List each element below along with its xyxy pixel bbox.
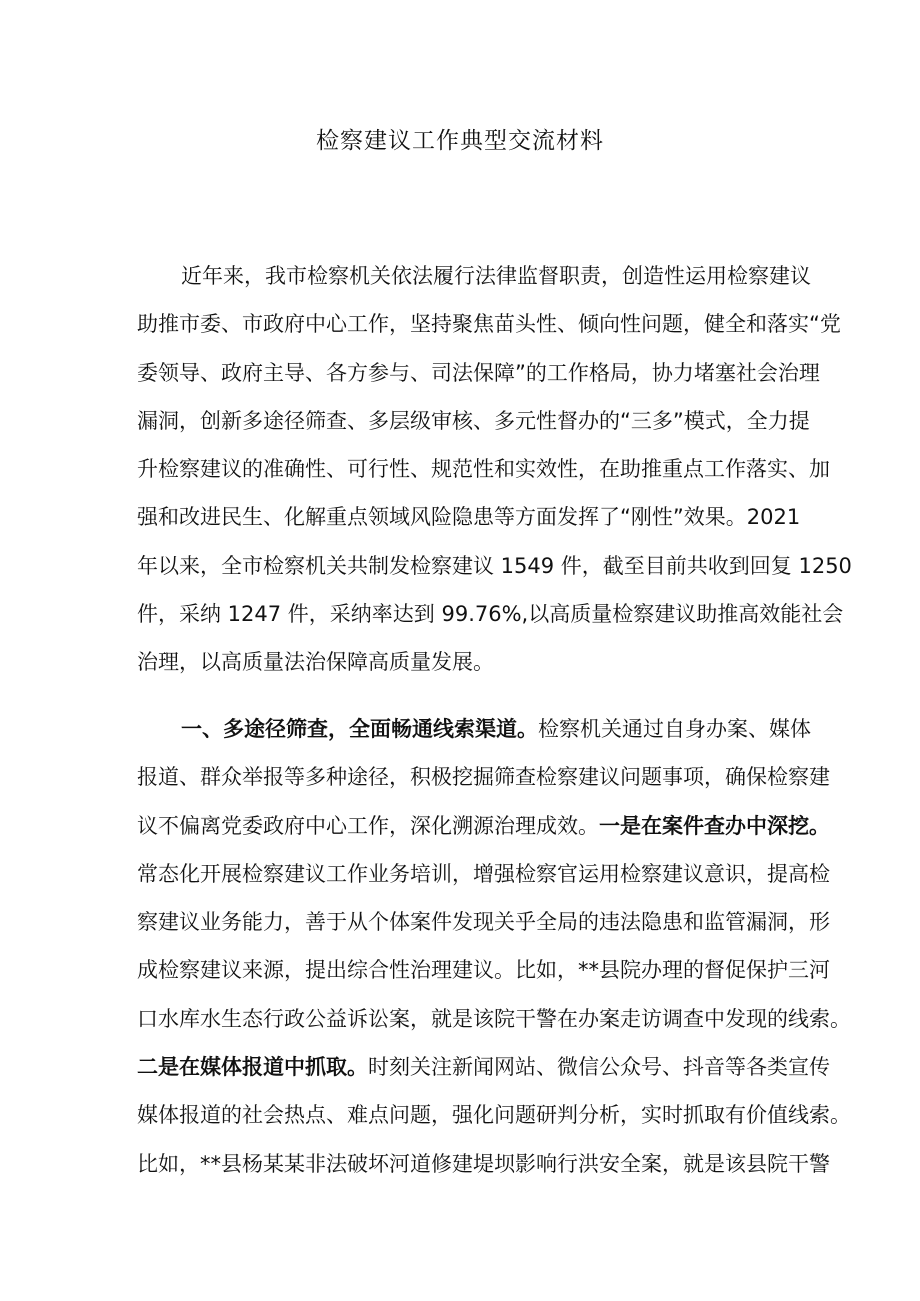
section-heading: 一、多途径筛查，全面畅通线索渠道。 [181,717,538,741]
text-line: 口水库水生态行政公益诉讼案，就是该院干警在办案走访调查中发现的线索。 [137,1006,851,1031]
text-line: 近年来，我市检察机关依法履行法律监督职责，创造性运用检察建议 [181,264,811,288]
text-run: 时刻关注新闻网站、微信公众号、抖音等各类宣传 [368,1055,830,1080]
text-line: 强和改进民生、化解重点领域风险隐患等方面发挥了“刚性”效果。2021 [137,505,801,530]
intro-paragraph [137,252,852,687]
text-line: 媒体报道的社会热点、难点问题，强化问题研判分析，实时抓取有价值线索。 [137,1103,851,1128]
text-line: 察建议业务能力，善于从个体案件发现关乎全局的违法隐患和监管漏洞，形 [137,910,830,935]
text-line: 升检察建议的准确性、可行性、规范性和实效性，在助推重点工作落实、加 [137,457,830,482]
text-line: 委领导、政府主导、各方参与、司法保障”的工作格局，协力堵塞社会治理 [137,360,820,385]
text-line: 漏洞，创新多途径筛查、多层级审核、多元性督办的“三多”模式，全力提 [137,408,810,433]
text-line [137,802,830,850]
text-line: 常态化开展检察建议工作业务培训，增强检察官运用检察建议意识，提高检 [137,861,830,886]
subheading: 一是在案件查办中深挖。 [599,813,830,838]
text-line [137,705,811,753]
text-run: 检察机关通过自身办案、媒体 [538,717,811,741]
text-line [137,1043,830,1091]
text-line: 助推市委、市政府中心工作，坚持聚焦苗头性、倾向性问题，健全和落实“党 [137,312,841,337]
text-line: 成检察建议来源，提出综合性治理建议。比如，**县院办理的督促保护三河 [137,958,830,983]
text-line: 比如，**县杨某某非法破坏河道修建堤坝影响行洪安全案，就是该县院干警 [137,1151,830,1176]
subheading: 二是在媒体报道中抓取。 [137,1055,368,1080]
text-line: 报道、群众举报等多种途径，积极挖掘筛查检察建议问题事项，确保检察建 [137,765,830,790]
text-line: 件，采纳 1247 件，采纳率达到 99.76%,以高质量检察建议助推高效能社会 [137,602,844,627]
document-title: 检察建议工作典型交流材料 [316,128,604,154]
section-one-paragraph [137,705,851,1188]
text-run: 议不偏离党委政府中心工作，深化溯源治理成效。 [137,813,599,838]
text-line: 治理，以高质量法治保障高质量发展。 [137,650,494,675]
text-line: 年以来，全市检察机关共制发检察建议 1549 件，截至目前共收到回复 1250 [137,553,852,578]
